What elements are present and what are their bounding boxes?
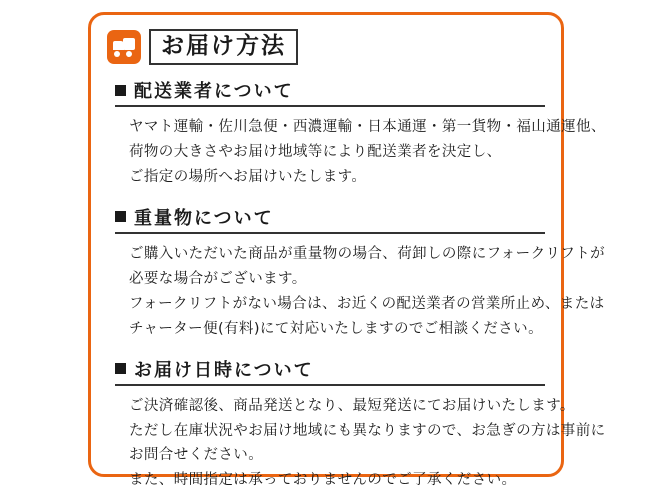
section-delivery-date [115,356,606,493]
section-delivery-date-heading [115,356,545,386]
section-carriers-heading-label: 配送業者について [134,81,294,102]
bullet-square-icon [115,85,126,96]
section-carriers-heading [115,77,545,107]
delivery-truck-icon [107,30,141,64]
truck-wheel-front-shape [114,51,120,57]
truck-wheel-rear-shape [126,51,132,57]
bullet-square-icon [115,211,126,222]
section-heavy-items-heading-label: 重量物について [134,207,274,229]
section-heavy-items-heading [115,204,545,234]
body-line: 荷物の大きさやお届け地域等により配送業者を決定し、 [129,143,502,160]
section-delivery-date-body [115,394,606,493]
card-title-row [107,29,298,65]
body-line: ご決済確認後、商品発送となり、最短発送にてお届けいたします。 [129,397,575,414]
body-line: ヤマト運輸・佐川急便・西濃運輸・日本通運・第一貨物・福山通運他、 [129,119,606,135]
section-delivery-date-heading-label: お届け日時について [134,359,314,381]
body-line: 必要な場合がございます。 [129,270,307,287]
body-line: フォークリフトがない場合は、お近くの配送業者の営業所止め、または [129,295,605,312]
section-heavy-items-body [115,242,606,342]
body-line: ただし在庫状況やお届け地域にも異なりますので、お急ぎの方は事前に [129,422,606,439]
section-carriers [115,77,606,190]
section-carriers-body [115,115,606,190]
card-content [115,77,606,493]
delivery-info-card [88,12,606,489]
body-line: また、時間指定は承っておりませんのでご了承ください。 [129,472,517,489]
section-heavy-items [115,204,606,342]
body-line: ご指定の場所へお届けいたします。 [129,168,367,185]
body-line: お問合せください。 [129,447,264,464]
truck-cargo-shape [123,38,135,50]
body-line: ご購入いただいた商品が重量物の場合、荷卸しの際にフォークリフトが [129,245,606,262]
page-title: お届け方法 [149,29,298,65]
body-line: チャーター便(有料)にて対応いたしますのでご相談ください。 [129,320,543,337]
bullet-square-icon [115,363,126,374]
